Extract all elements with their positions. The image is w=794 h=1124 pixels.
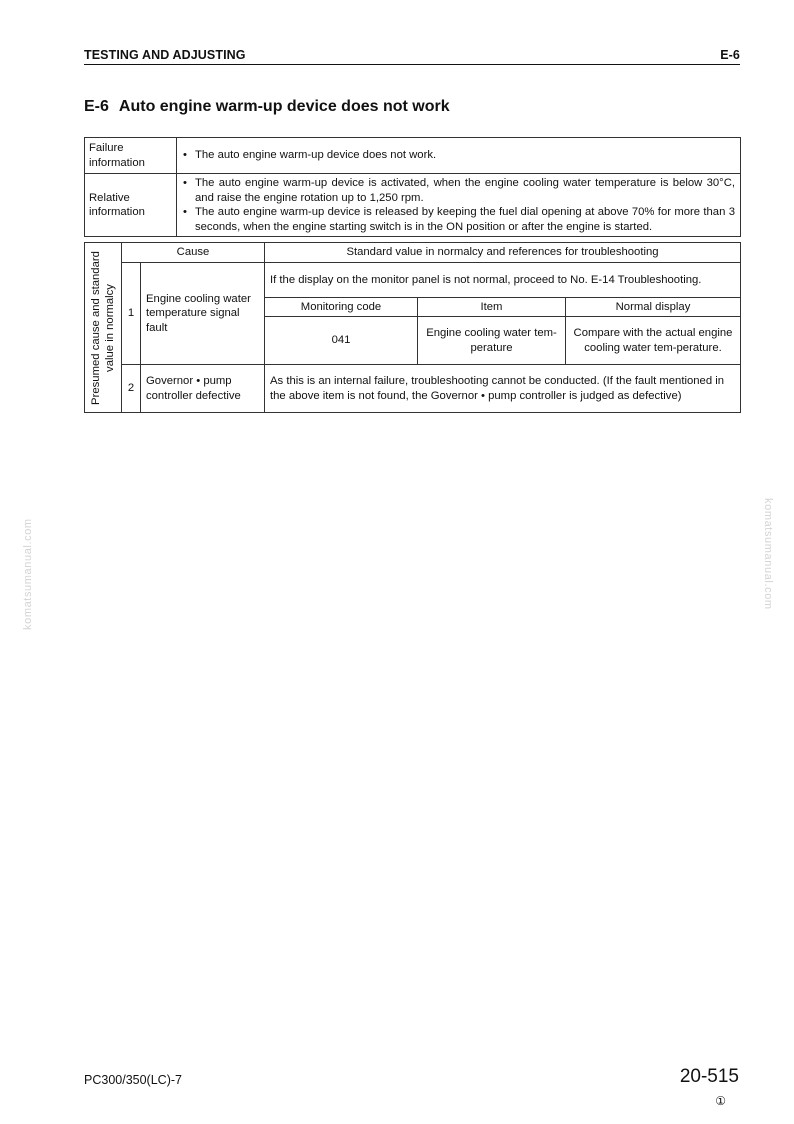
col-cause-header: Cause [122,243,265,263]
section-title: TESTING AND ADJUSTING [84,48,246,62]
cause-note: If the display on the monitor panel is not normal, proceed to No. E-14 Troubleshooting. [265,263,741,298]
cause-number: 2 [122,365,141,413]
cause-text: Governor • pump controller defective [141,365,265,413]
relative-row [85,174,741,237]
cause-table [84,242,741,413]
col-standard-header: Standard value in normalcy and references for troubleshooting [265,243,741,263]
page-header [84,48,740,65]
failure-content [177,138,741,174]
cause-header-row [85,243,741,263]
sub-header-monitoring-code: Monitoring code [265,298,418,317]
cause-note: As this is an internal failure, troubleshooting cannot be conducted. (If the fault mentioned in the above item is not found, the Governor • pump controller is judged as defective) [265,365,741,413]
relative-item: • The auto engine warm-up device is released by keeping the fuel dial opening at above 70% for more than 3 seconds, when the engine starting switch is in the ON position or after the engine is started. [183,206,735,233]
sub-header-normal-display: Normal display [566,298,741,317]
cause-row-1 [85,263,741,298]
item-value: Engine cooling water tem-perature [418,317,566,365]
header-code: E-6 [720,48,740,62]
relative-content [177,174,741,237]
sub-header-item: Item [418,298,566,317]
vertical-label: Presumed cause and standard value in normalcy [90,250,116,405]
watermark-left: komatsumanual.com [22,518,34,630]
revision-mark: ① [715,1094,726,1108]
watermark-right: komatsumanual.com [762,498,774,610]
page-title [84,98,450,116]
cause-number: 1 [122,263,141,365]
failure-row [85,138,741,174]
monitoring-code-value: 041 [265,317,418,365]
cause-text: Engine cooling water temperature signal fault [141,263,265,365]
title-text: Auto engine warm-up device does not work [118,98,450,115]
cause-row-2 [85,365,741,413]
footer-model: PC300/350(LC)-7 [84,1073,182,1087]
failure-label: Failure information [85,138,177,174]
failure-item: • The auto engine warm-up device does not work. [183,149,437,162]
info-table [84,137,741,237]
page-number: 20-515 [679,1066,739,1087]
relative-label: Relative information [85,174,177,237]
title-code: E-6 [84,98,109,115]
relative-item: • The auto engine warm-up device is activated, when the engine cooling water temperature is below 30°C, and raise the engine rotation up to 1,250 rpm. [183,177,735,204]
vertical-label-cell [85,243,122,413]
normal-display-value: Compare with the actual engine cooling water tem-perature. [566,317,741,365]
